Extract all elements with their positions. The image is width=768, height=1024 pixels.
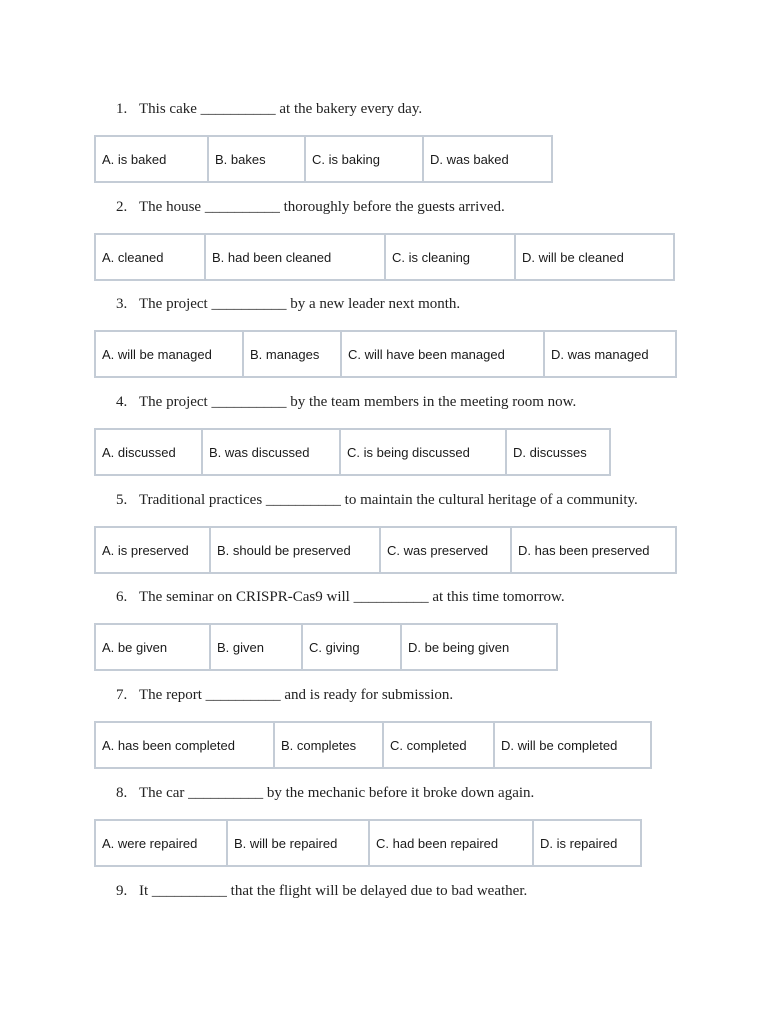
question-text: It __________ that the flight will be delayed due to bad weather. <box>139 883 528 899</box>
question-text: This cake __________ at the bakery every day. <box>139 101 423 117</box>
question-text: The seminar on CRISPR-Cas9 will __________ at this time tomorrow. <box>139 589 565 605</box>
option-d[interactable]: D. discusses <box>513 444 587 460</box>
option-a[interactable]: A. cleaned <box>96 235 206 279</box>
question-8 <box>116 785 534 802</box>
option-d[interactable]: D. has been preserved <box>518 542 650 558</box>
question-number: 4. <box>116 394 128 410</box>
option-a[interactable]: A. will be managed <box>96 332 244 376</box>
question-text: The car __________ by the mechanic before it broke down again. <box>139 785 535 801</box>
option-c[interactable]: C. is being discussed <box>341 430 507 474</box>
options-row-3 <box>94 330 677 378</box>
option-c[interactable]: C. is cleaning <box>386 235 516 279</box>
option-a[interactable]: A. were repaired <box>96 821 228 865</box>
question-9 <box>116 883 527 900</box>
option-d[interactable]: D. be being given <box>408 639 510 655</box>
option-a[interactable]: A. has been completed <box>96 723 275 767</box>
question-number: 2. <box>116 199 128 215</box>
option-c[interactable]: C. had been repaired <box>370 821 534 865</box>
question-number: 5. <box>116 492 128 508</box>
option-b[interactable]: B. bakes <box>209 137 306 181</box>
option-c[interactable]: C. was preserved <box>381 528 512 572</box>
question-6 <box>116 589 565 606</box>
question-text: The project __________ by a new leader next month. <box>139 296 461 312</box>
option-b[interactable]: B. given <box>211 625 303 669</box>
options-row-8 <box>94 819 642 867</box>
question-4 <box>116 394 576 411</box>
question-1 <box>116 101 422 118</box>
options-row-2 <box>94 233 675 281</box>
question-number: 6. <box>116 589 128 605</box>
option-c[interactable]: C. is baking <box>306 137 424 181</box>
option-c[interactable]: C. giving <box>303 625 402 669</box>
option-d[interactable]: D. will be cleaned <box>522 249 624 265</box>
option-b[interactable]: B. had been cleaned <box>206 235 386 279</box>
option-d[interactable]: D. is repaired <box>540 835 618 851</box>
options-row-5 <box>94 526 677 574</box>
option-a[interactable]: A. be given <box>96 625 211 669</box>
question-text: The project __________ by the team members in the meeting room now. <box>139 394 577 410</box>
question-number: 3. <box>116 296 128 312</box>
option-d[interactable]: D. will be completed <box>501 737 618 753</box>
options-row-6 <box>94 623 558 671</box>
option-b[interactable]: B. should be preserved <box>211 528 381 572</box>
option-d[interactable]: D. was managed <box>551 346 649 362</box>
option-b[interactable]: B. was discussed <box>203 430 341 474</box>
options-row-1 <box>94 135 553 183</box>
option-d[interactable]: D. was baked <box>430 151 509 167</box>
option-b[interactable]: B. manages <box>244 332 342 376</box>
option-c[interactable]: C. completed <box>384 723 495 767</box>
question-3 <box>116 296 460 313</box>
option-c[interactable]: C. will have been managed <box>342 332 545 376</box>
options-row-4 <box>94 428 611 476</box>
question-text: The house __________ thoroughly before the guests arrived. <box>139 199 505 215</box>
question-text: The report __________ and is ready for submission. <box>139 687 454 703</box>
option-b[interactable]: B. will be repaired <box>228 821 370 865</box>
question-number: 7. <box>116 687 128 703</box>
option-a[interactable]: A. is preserved <box>96 528 211 572</box>
question-2 <box>116 199 505 216</box>
question-number: 1. <box>116 101 128 117</box>
options-row-7 <box>94 721 652 769</box>
option-a[interactable]: A. discussed <box>96 430 203 474</box>
question-5 <box>116 492 638 509</box>
question-7 <box>116 687 453 704</box>
option-a[interactable]: A. is baked <box>96 137 209 181</box>
option-b[interactable]: B. completes <box>275 723 384 767</box>
question-number: 9. <box>116 883 128 899</box>
question-text: Traditional practices __________ to maintain the cultural heritage of a community. <box>139 492 638 508</box>
question-number: 8. <box>116 785 128 801</box>
